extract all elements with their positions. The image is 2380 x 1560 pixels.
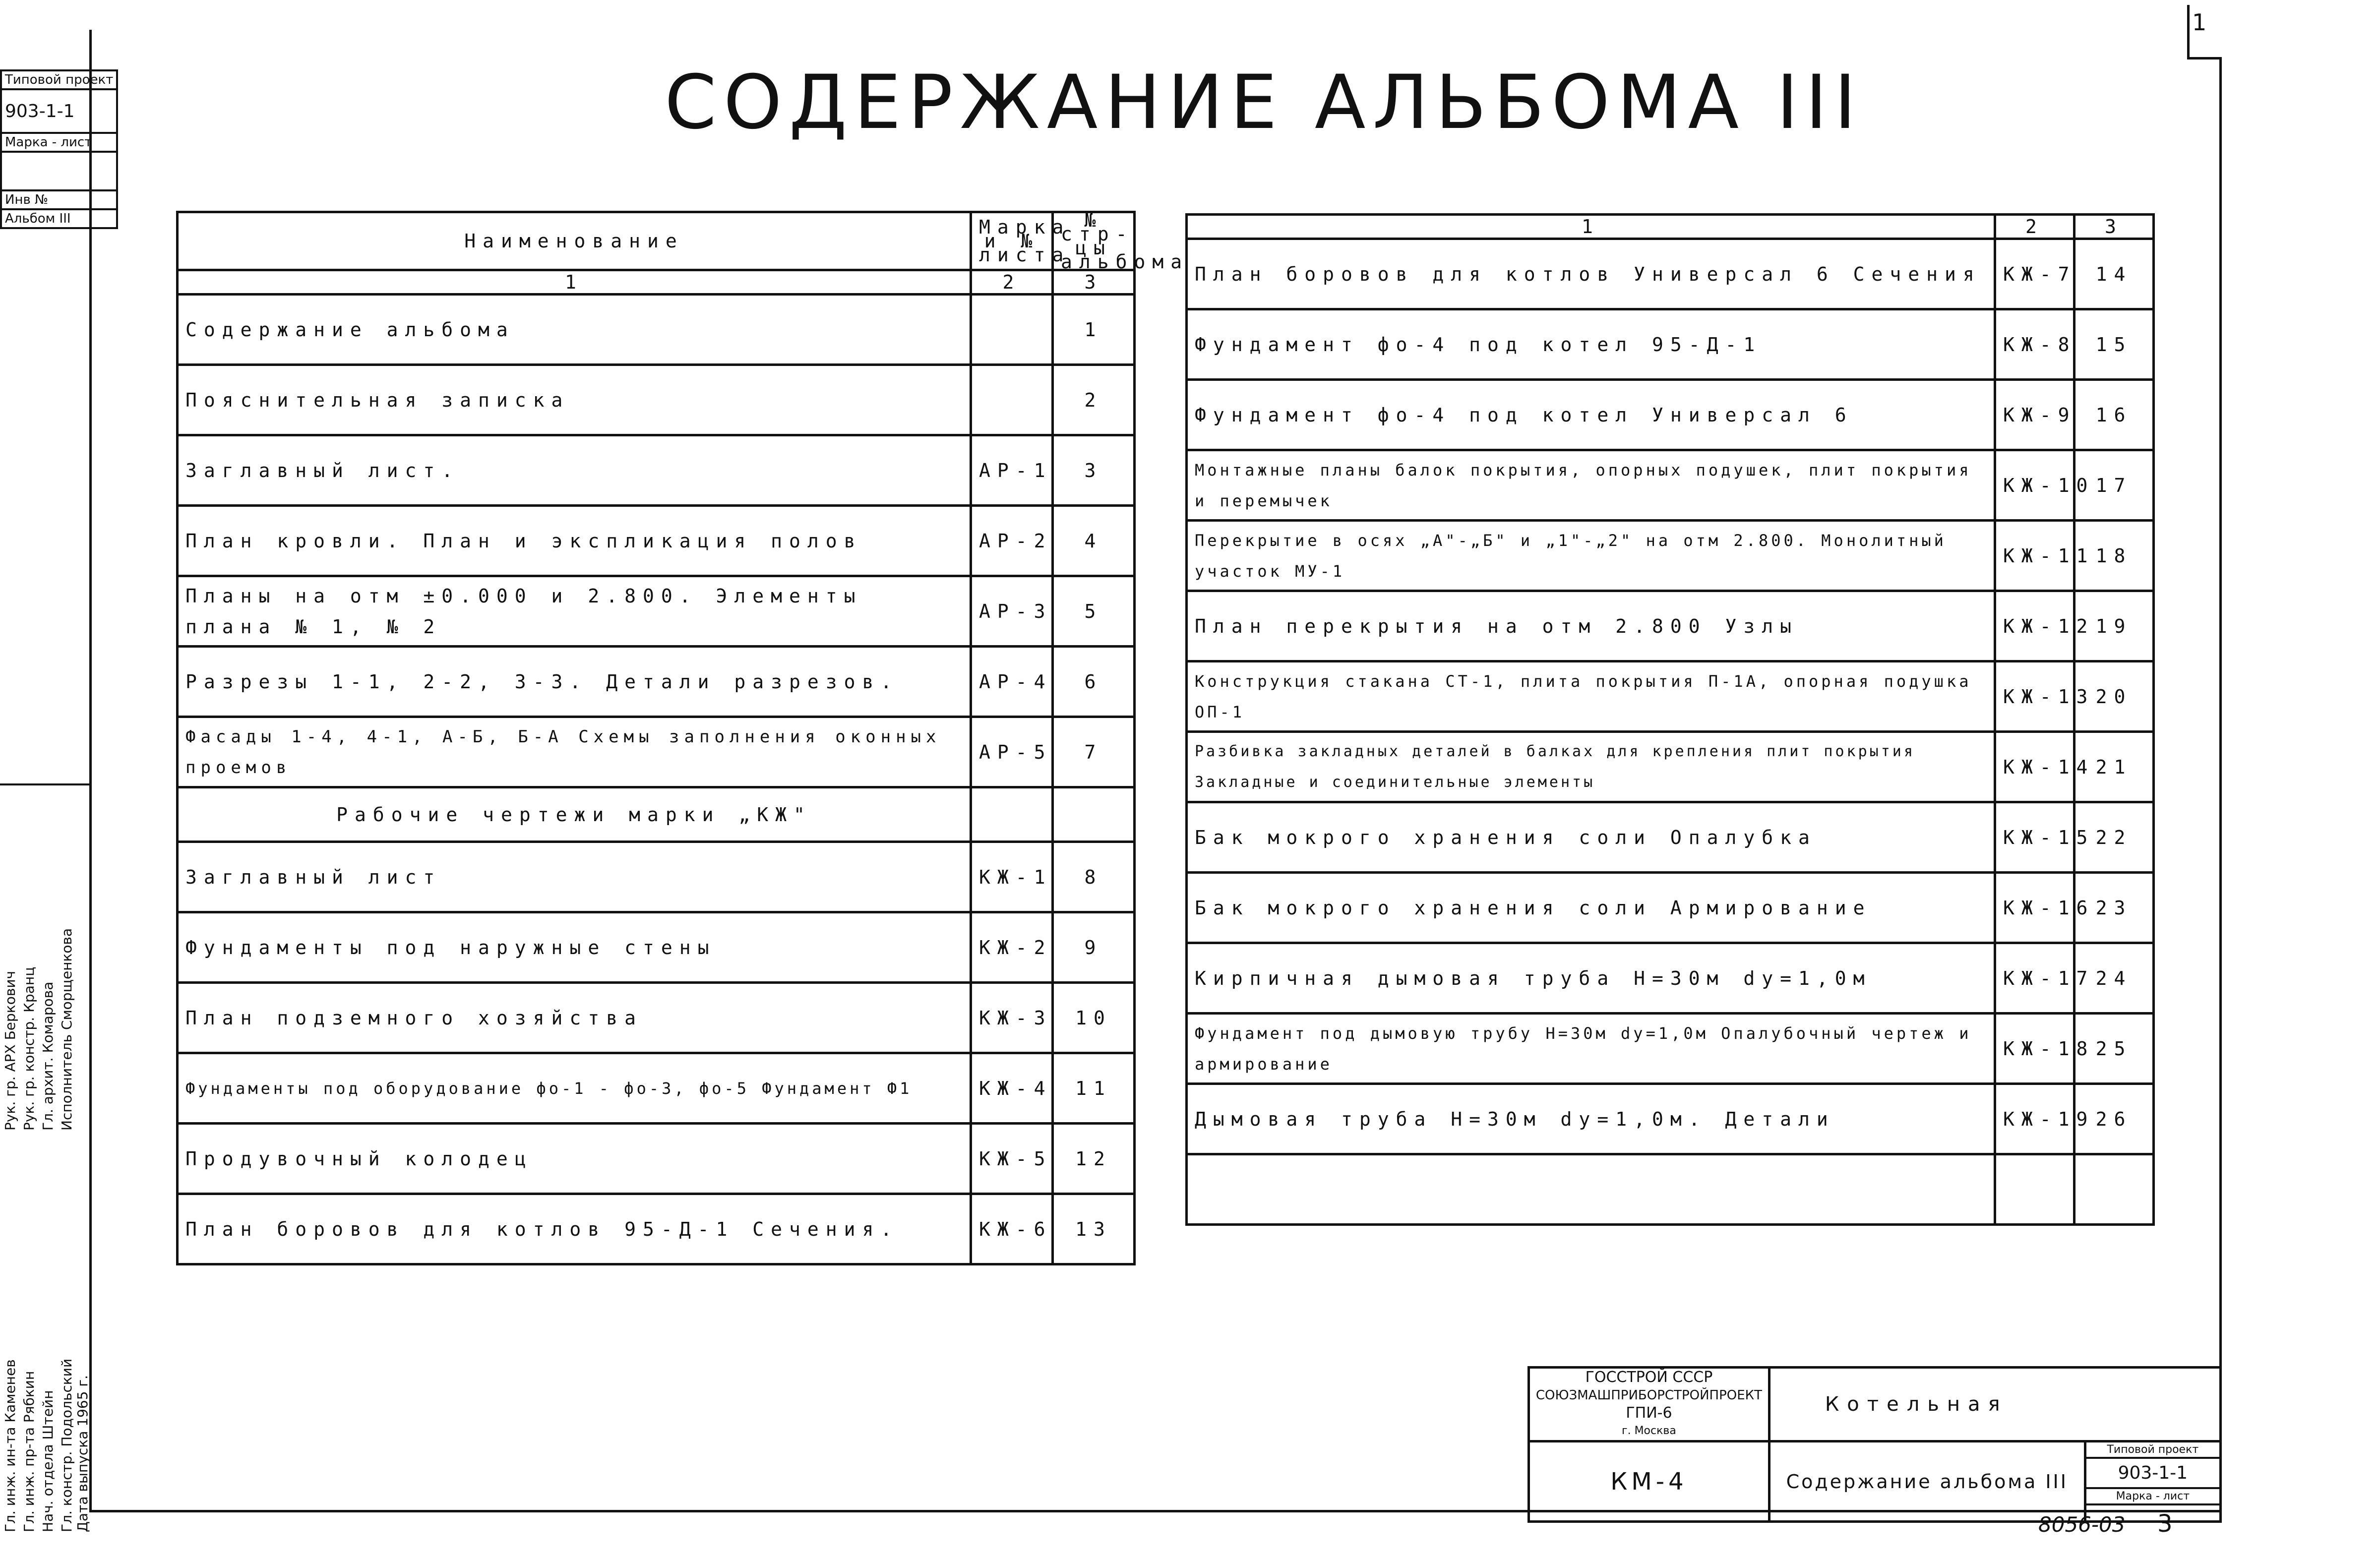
column-index: 2 (971, 270, 1053, 295)
row-page: 16 (2075, 380, 2154, 450)
row-page: 8 (1053, 842, 1135, 912)
left-type-project-label: Типовой проект (1, 70, 117, 89)
row-page: 22 (2075, 802, 2154, 873)
signature-entry: Нач. отдела Штейн (40, 1390, 56, 1532)
header-page: № стр-цы альбома (1053, 212, 1135, 270)
table-row (1187, 1084, 2154, 1154)
row-mark: КЖ-3 (971, 983, 1053, 1053)
footer-page-number: 3 (2157, 1510, 2173, 1538)
row-mark: АР-5 (971, 717, 1053, 787)
table-row (1187, 943, 2154, 1014)
row-page: 26 (2075, 1084, 2154, 1154)
table-row (1187, 802, 2154, 873)
table-row (1187, 873, 2154, 943)
row-mark: КЖ-11 (1995, 521, 2075, 591)
page-title: СОДЕРЖАНИЕ АЛЬБОМА III (665, 60, 1863, 146)
row-mark: КЖ-17 (1995, 943, 2075, 1014)
row-mark: КЖ-10 (1995, 450, 2075, 521)
row-mark: АР-1 (971, 435, 1053, 506)
row-name: Заглавный лист. (178, 435, 971, 506)
row-mark: КЖ-15 (1995, 802, 2075, 873)
row-mark: АР-3 (971, 576, 1053, 647)
header-name: Наименование (178, 212, 971, 270)
row-name: Перекрытие в осях „А"-„Б" и „1"-„2" на отм 2.800. Монолитный участок МУ-1 (1187, 521, 1995, 591)
row-name: Заглавный лист (178, 842, 971, 912)
row-mark: КЖ-2 (971, 912, 1053, 983)
left-mark-sheet-label: Марка - лист (1, 133, 117, 152)
row-page: 15 (2075, 309, 2154, 380)
row-page: 12 (1053, 1124, 1135, 1194)
signature-strip-top (0, 783, 89, 785)
left-mark-sheet-value (1, 152, 117, 190)
org-name-2: СОЮЗМАШПРИБОРСТРОЙПРОЕКТ (1535, 1388, 1763, 1403)
row-mark: КЖ-18 (1995, 1014, 2075, 1084)
row-page: 7 (1053, 717, 1135, 787)
table-row (1187, 239, 2154, 309)
corner-page-number: 1 (2192, 9, 2207, 36)
table-row (1187, 450, 2154, 521)
row-mark (971, 295, 1053, 365)
contents-table-right (1185, 213, 2155, 1226)
title-block-stamp (1527, 1366, 2222, 1523)
row-name: Продувочный колодец (178, 1124, 971, 1194)
row-name: Бак мокрого хранения соли Опалубка (1187, 802, 1995, 873)
org-cell (1529, 1368, 1770, 1441)
table-row (1187, 309, 2154, 380)
row-name: Пояснительная записка (178, 365, 971, 435)
row-mark (1995, 1154, 2075, 1225)
table-row (178, 576, 1135, 647)
row-page: 4 (1053, 506, 1135, 576)
row-page: 18 (2075, 521, 2154, 591)
row-mark (971, 365, 1053, 435)
row-name (1187, 1154, 1995, 1225)
table-row (1187, 521, 2154, 591)
row-name: Бак мокрого хранения соли Армирование (1187, 873, 1995, 943)
row-mark (971, 787, 1053, 842)
row-name: Фундамент фо-4 под котел 95-Д-1 (1187, 309, 1995, 380)
row-mark: АР-4 (971, 647, 1053, 717)
section-title: Рабочие чертежи марки „КЖ" (178, 787, 971, 842)
sheet-code: КМ-4 (1529, 1441, 1770, 1522)
header-mark: Марка и № листа (971, 212, 1053, 270)
row-page: 13 (1053, 1194, 1135, 1264)
frame-left-border (89, 30, 92, 1512)
column-index: 1 (178, 270, 971, 295)
column-index: 3 (1053, 270, 1135, 295)
row-name: Фундамент под дымовую трубу Н=30м dу=1,0м Опалубочный чертеж и армирование (1187, 1014, 1995, 1084)
frame-right-border (2219, 60, 2222, 1512)
column-index: 3 (2075, 215, 2154, 239)
corner-mark (2187, 57, 2222, 60)
row-name: Дымовая труба Н=30м dу=1,0м. Детали (1187, 1084, 1995, 1154)
row-mark: КЖ-5 (971, 1124, 1053, 1194)
table-row (178, 912, 1135, 983)
table-row (1187, 591, 2154, 661)
table-row (178, 647, 1135, 717)
org-name-1: ГОССТРОЙ СССР (1585, 1369, 1713, 1386)
row-page: 25 (2075, 1014, 2154, 1084)
row-page: 11 (1053, 1053, 1135, 1124)
row-name: Кирпичная дымовая труба Н=30м dу=1,0м (1187, 943, 1995, 1014)
row-page: 3 (1053, 435, 1135, 506)
row-name: План подземного хозяйства (178, 983, 971, 1053)
row-name: План перекрытия на отм 2.800 Узлы (1187, 591, 1995, 661)
table-row (178, 435, 1135, 506)
table-row (178, 717, 1135, 787)
contents-table-left (176, 209, 1189, 1265)
table-row (178, 295, 1135, 365)
mark-sheet-label: Марка - лист (2086, 1489, 2219, 1505)
table-row (1187, 732, 2154, 802)
row-name: Фасады 1-4, 4-1, А-Б, Б-А Схемы заполнения оконных проемов (178, 717, 971, 787)
table-row (1187, 380, 2154, 450)
row-mark: КЖ-4 (971, 1053, 1053, 1124)
row-page: 20 (2075, 661, 2154, 732)
signature-entry: Исполнитель Сморщенкова (59, 928, 75, 1131)
section-row (178, 787, 1135, 842)
corner-mark (2187, 5, 2190, 60)
row-page: 24 (2075, 943, 2154, 1014)
signature-entry: Рук. гр. констр. Кранц (21, 966, 37, 1131)
row-mark: КЖ-13 (1995, 661, 2075, 732)
row-page: 5 (1053, 576, 1135, 647)
row-mark: КЖ-1 (971, 842, 1053, 912)
row-name: Конструкция стакана СТ-1, плита покрытия П-1А, опорная подушка ОП-1 (1187, 661, 1995, 732)
row-page: 17 (2075, 450, 2154, 521)
row-mark: КЖ-16 (1995, 873, 2075, 943)
type-project-value: 903-1-1 (2086, 1459, 2219, 1489)
row-name: Фундамент фо-4 под котел Универсал 6 (1187, 380, 1995, 450)
left-inv-label: Инв № (1, 190, 117, 209)
table-row (1187, 1014, 2154, 1084)
row-mark: КЖ-6 (971, 1194, 1053, 1264)
row-page: 6 (1053, 647, 1135, 717)
row-page (1053, 787, 1135, 842)
row-name: Монтажные планы балок покрытия, опорных подушек, плит покрытия и перемычек (1187, 450, 1995, 521)
project-cell (2085, 1441, 2220, 1522)
row-page: 9 (1053, 912, 1135, 983)
row-name: Фундаменты под наружные стены (178, 912, 971, 983)
row-name: План боровов для котлов 95-Д-1 Сечения. (178, 1194, 971, 1264)
type-project-label: Типовой проект (2086, 1442, 2219, 1459)
row-mark: КЖ-14 (1995, 732, 2075, 802)
row-name: План кровли. План и экспликация полов (178, 506, 971, 576)
row-name: План боровов для котлов Универсал 6 Сечения (1187, 239, 1995, 309)
signature-entry: Рук. гр. АРХ Беркович (2, 970, 18, 1131)
table-row (178, 983, 1135, 1053)
org-name-3: ГПИ-6 (1626, 1404, 1672, 1422)
row-name: Разрезы 1-1, 2-2, 3-3. Детали разрезов. (178, 647, 971, 717)
signature-entry: Гл. инж. ин-та Каменев (2, 1359, 18, 1532)
left-album-label: Альбом III (1, 209, 117, 228)
row-mark: КЖ-7 (1995, 239, 2075, 309)
row-page: 14 (2075, 239, 2154, 309)
table-row (178, 1124, 1135, 1194)
table-row (178, 1053, 1135, 1124)
table-row (178, 1194, 1135, 1264)
signature-entry: Дата выпуска 1965 г. (74, 1375, 91, 1532)
left-type-project-value: 903-1-1 (1, 89, 117, 133)
row-page: 19 (2075, 591, 2154, 661)
row-mark: КЖ-12 (1995, 591, 2075, 661)
row-name: Разбивка закладных деталей в балках для крепления плит покрытия Закладные и соединительные элементы (1187, 732, 1995, 802)
row-name: Планы на отм ±0.000 и 2.800. Элементы плана № 1, № 2 (178, 576, 971, 647)
row-mark: КЖ-9 (1995, 380, 2075, 450)
signature-entry: Гл. инж. пр-та Рябкин (21, 1371, 37, 1532)
row-page (2075, 1154, 2154, 1225)
sheet-title: Содержание альбома III (1769, 1441, 2085, 1522)
row-page: 21 (2075, 732, 2154, 802)
row-mark: АР-2 (971, 506, 1053, 576)
column-index: 2 (1995, 215, 2075, 239)
table-row (178, 506, 1135, 576)
column-index: 1 (1187, 215, 1995, 239)
row-name: Содержание альбома (178, 295, 971, 365)
table-row (178, 365, 1135, 435)
row-page: 1 (1053, 295, 1135, 365)
row-page: 10 (1053, 983, 1135, 1053)
row-mark: КЖ-19 (1995, 1084, 2075, 1154)
table-row (178, 842, 1135, 912)
signature-entry: Гл. архит. Комарова (40, 981, 56, 1131)
row-name: Фундаменты под оборудование фо-1 - фо-3, фо-5 Фундамент Ф1 (178, 1053, 971, 1124)
row-mark: КЖ-8 (1995, 309, 2075, 380)
object-name: Котельная (1769, 1368, 2220, 1441)
table-row (1187, 661, 2154, 732)
footer-code: 8056-03 (2038, 1512, 2126, 1537)
row-page: 2 (1053, 365, 1135, 435)
table-row (1187, 1154, 2154, 1225)
signature-entry: Гл. констр. Подольский (59, 1358, 75, 1532)
org-city: г. Москва (1622, 1425, 1676, 1437)
row-page: 23 (2075, 873, 2154, 943)
left-strip-table (0, 69, 118, 229)
